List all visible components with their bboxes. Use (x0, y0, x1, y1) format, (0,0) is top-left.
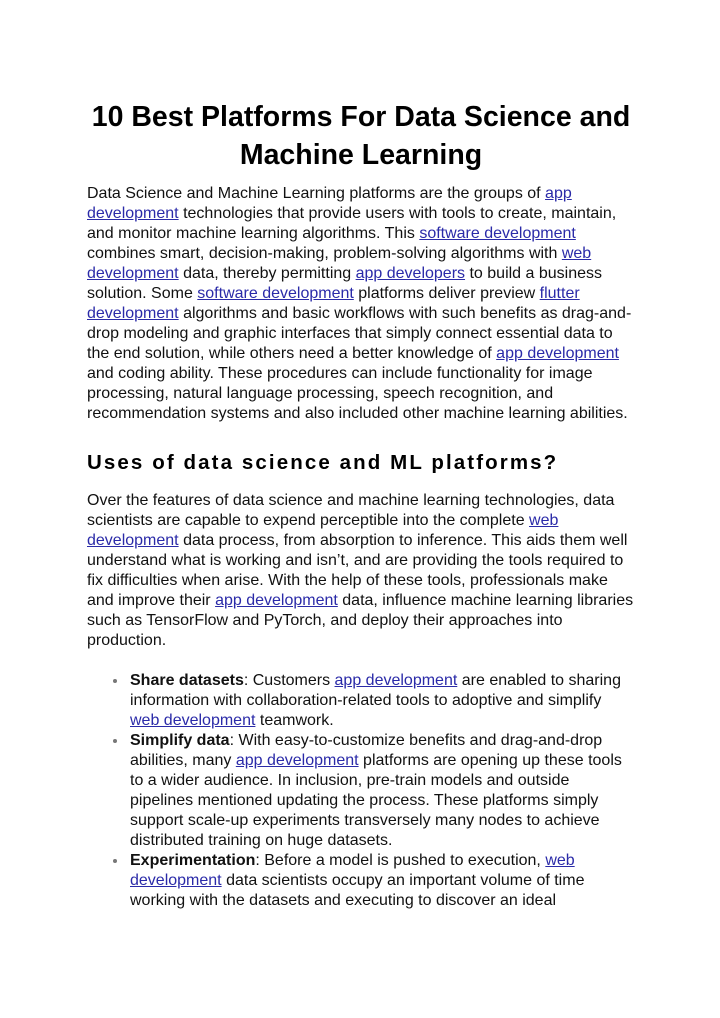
inline-link[interactable]: app development (235, 752, 359, 769)
inline-link[interactable]: app development (87, 185, 572, 222)
intro-paragraph: Data Science and Machine Learning platforms are the groups of app development technologies that provide users with tools to create, maintain, and monitor machine learning algorithms. This software development combines smart, decision-making, problem-solving algorithms with web development data, thereby permitting app developers to build a business solution. Some software development platforms deliver preview flutter development algorithms and basic workflows with such benefits as drag-and-drop modeling and graphic interfaces that simply connect essential data to the end solution, while others need a better knowledge of app development and coding ability. These procedures can include functionality for image processing, natural language processing, speech recognition, and recommendation systems and also included other machine learning abilities. (87, 185, 632, 422)
page-title: 10 Best Platforms For Data Science and Machine Learning (91, 101, 631, 171)
inline-link[interactable]: web development (87, 512, 559, 549)
inline-link[interactable]: web development (87, 245, 592, 282)
inline-link[interactable]: app development (334, 672, 458, 689)
bullet-icon (113, 739, 117, 743)
section-heading: Uses of data science and ML platforms? (87, 451, 559, 474)
inline-link[interactable]: app development (496, 345, 619, 362)
inline-link[interactable]: web development (130, 712, 256, 729)
bold-term: Experimentation (130, 852, 256, 869)
document-page (87, 98, 635, 911)
inline-link[interactable]: software development (197, 285, 354, 302)
bullet-icon (113, 679, 117, 683)
section-paragraph: Over the features of data science and machine learning technologies, data scientists are capable to expend perceptible into the complete web development data process, from absorption to inference. This aids them well understand what is working and isn’t, and are providing the tools required to fix difficulties when arise. With the help of these tools, professionals make and improve their app development data, influence machine learning libraries such as TensorFlow and PyTorch, and deploy their approaches into production. (87, 492, 634, 649)
bold-term: Simplify data (130, 732, 230, 749)
inline-link[interactable]: software development (419, 225, 576, 242)
inline-link[interactable]: web development (130, 852, 575, 889)
feature-list (87, 671, 635, 911)
list-item: Simplify data: With easy-to-customize benefits and drag-and-drop abilities, many app development platforms are opening up these tools to a wider audience. In inclusion, pre-train models and outside pipelines mentioned updating the process. These platforms simply support scale-up experiments transversely many nodes to achieve distributed training on huge datasets. (87, 731, 635, 851)
list-item: Experimentation: Before a model is pushed to execution, web development data scientists occupy an important volume of time working with the datasets and executing to discover an ideal (87, 851, 635, 911)
inline-link[interactable]: app developers (355, 265, 466, 282)
bullet-icon (113, 859, 117, 863)
inline-link[interactable]: flutter development (87, 285, 580, 322)
bold-term: Share datasets (130, 672, 244, 689)
list-item: Share datasets: Customers app development are enabled to sharing information with collaboration-related tools to adoptive and simplify web development teamwork. (87, 671, 635, 731)
inline-link[interactable]: app development (215, 592, 338, 609)
